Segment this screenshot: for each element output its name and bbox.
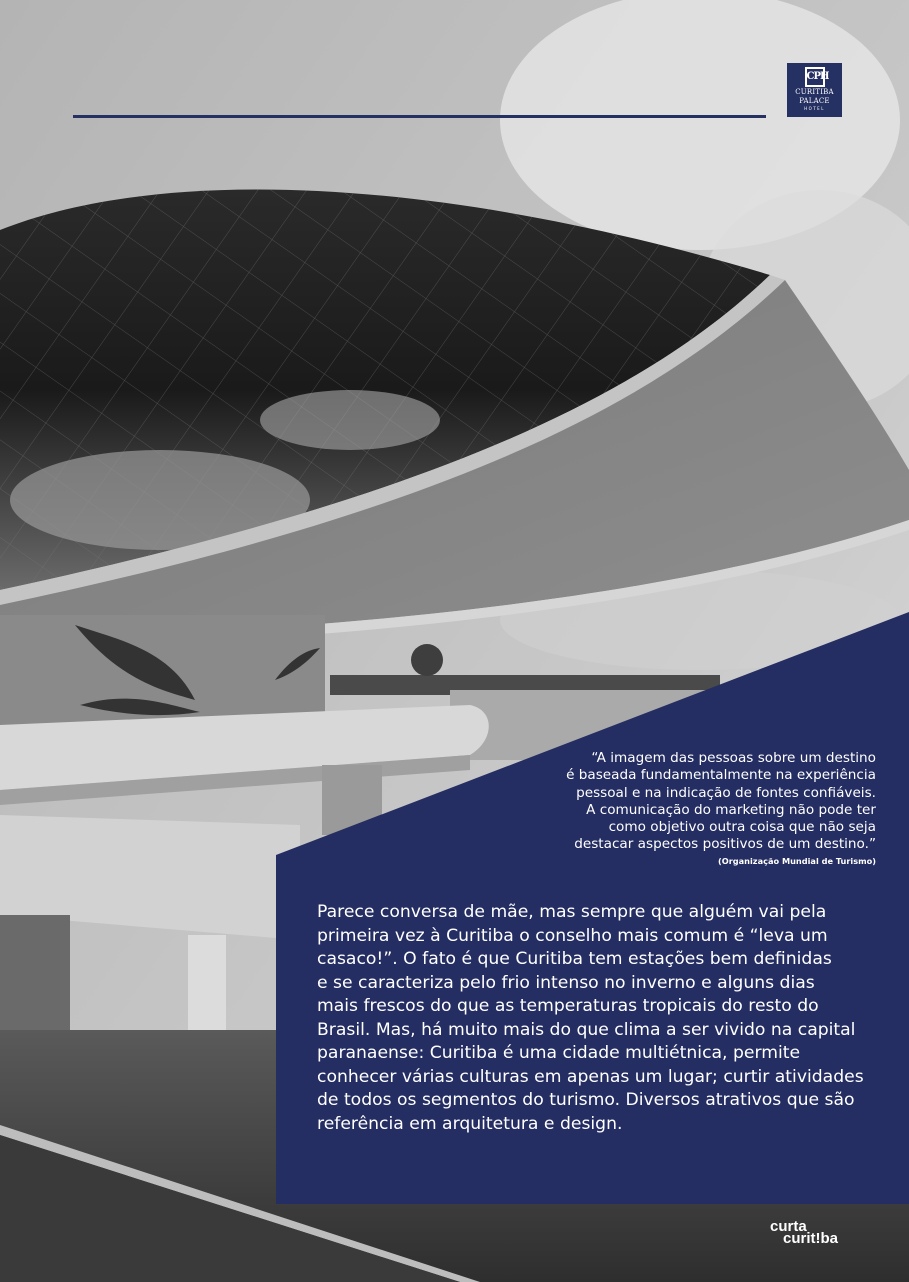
quote-line: é baseada fundamentalmente na experiência [566, 767, 876, 784]
quote-source: (Organização Mundial de Turismo) [718, 856, 876, 866]
body-line: Parece conversa de mãe, mas sempre que alguém vai pela [317, 902, 827, 922]
quote-line: destacar aspectos positivos de um destino.” [574, 836, 876, 853]
quote-line: A comunicação do marketing não pode ter [586, 801, 876, 818]
body-line: paranaense: Curitiba é uma cidade multiétnica, permite [317, 1043, 801, 1063]
body-line: de todos os segmentos do turismo. Diversos atrativos que são [317, 1090, 855, 1110]
cph-monogram-icon: CPH [805, 67, 825, 87]
body-line: referência em arquitetura e design. [317, 1113, 623, 1134]
body-line: mais frescos do que as temperaturas tropicais do resto do [317, 996, 819, 1016]
body-line: primeira vez à Curitiba o conselho mais comum é “leva um [317, 925, 828, 946]
curta-curitiba-logo [770, 1218, 839, 1247]
header-rule [73, 115, 766, 118]
quote-line: pessoal e na indicação de fontes confiáveis. [576, 784, 876, 801]
curitiba-palace-hotel-logo [787, 63, 842, 117]
quote-line: “A imagem das pessoas sobre um destino [591, 750, 876, 766]
body-line: casaco!”. O fato é que Curitiba tem estações bem definidas [317, 949, 832, 969]
body-line: Brasil. Mas, há muito mais do que clima a ser vivido na capital [317, 1019, 856, 1040]
body-line: e se caracteriza pelo frio intenso no inverno e alguns dias [317, 972, 815, 993]
body-paragraph [317, 901, 887, 1136]
logo-sub: HOTEL [804, 106, 825, 111]
brand-line1: curta [770, 1218, 807, 1235]
pull-quote [536, 750, 876, 854]
logo-name-line1: CURITIBA [795, 88, 834, 96]
brand-line2: curit!ba [783, 1230, 839, 1247]
logo-name-line2: PALACE [799, 97, 830, 105]
quote-line: como objetivo outra coisa que não seja [608, 819, 876, 836]
body-line: conhecer várias culturas em apenas um lugar; curtir atividades [317, 1066, 864, 1087]
